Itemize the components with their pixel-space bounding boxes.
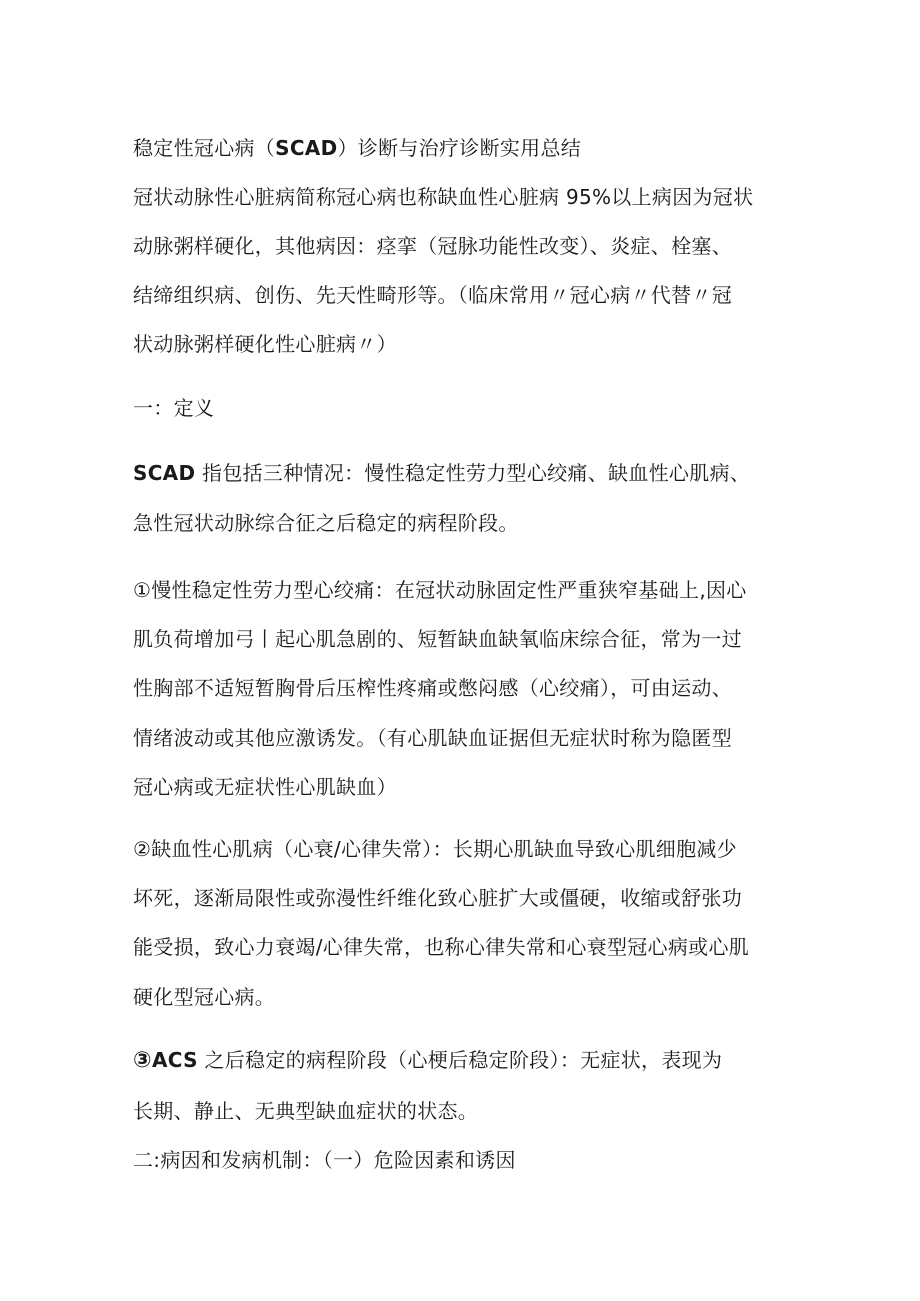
document-title (133, 134, 581, 162)
item1-line: 情绪波动或其他应激诱发。（有心肌缺血证据但无症状时称为隐匿型 (133, 726, 732, 750)
item1-line (133, 576, 747, 604)
title-prefix: 稳定性冠心病（ (133, 136, 276, 160)
item1-line: 性胸部不适短暂胸骨后压榨性疼痛或憋闷感（心绞痛），可由运动、 (133, 676, 732, 700)
item2-text: 缺血性心肌病（心衰/心律失常）：长期心肌缺血导致心肌细胞减少 (151, 837, 737, 861)
section-heading-etiology: 二:病因和发病机制：（一）危险因素和诱因 (133, 1148, 516, 1172)
item3-text: 之后稳定的病程阶段（心梗后稳定阶段）：无症状，表现为 (197, 1048, 723, 1072)
item3-line (133, 1046, 722, 1075)
item3-marker: ③ (133, 1048, 152, 1073)
intro-line: 状动脉粥样硬化性心脏病〃） (133, 332, 397, 356)
item2-line (133, 835, 737, 863)
item1-line: 冠心病或无症状性心肌缺血） (133, 775, 397, 799)
item2-line: 能受损，致心力衰竭/心律失常，也称心律失常和心衰型冠心病或心肌 (133, 935, 750, 959)
definition-abbr: SCAD (133, 461, 196, 485)
item3-line: 长期、静止、无典型缺血症状的状态。 (133, 1099, 479, 1123)
intro-line: 结缔组织病、创伤、先天性畸形等。（临床常用〃冠心病〃代替〃冠 (133, 283, 732, 307)
definition-text: 指包括三种情况：慢性稳定性劳力型心绞痛、缺血性心肌病、 (195, 461, 751, 485)
item2-line: 硬化型冠心病。 (133, 985, 276, 1009)
item2-marker: ② (133, 837, 152, 861)
intro-line: 动脉粥样硬化，其他病因：痉挛（冠脉功能性改变）、炎症、栓塞、 (133, 234, 732, 258)
title-suffix: ）诊断与治疗诊断实用总结 (337, 136, 582, 160)
item1-text: 慢性稳定性劳力型心绞痛：在冠状动脉固定性严重狭窄基础上,因心 (151, 578, 747, 602)
item2-line: 坏死，逐渐局限性或弥漫性纤维化致心脏扩大或僵硬，收缩或舒张功 (133, 886, 742, 910)
title-abbr: SCAD (275, 136, 338, 160)
item3-abbr: ACS (151, 1048, 198, 1072)
definition-line: 急性冠状动脉综合征之后稳定的病程阶段。 (133, 511, 519, 535)
item1-line: 肌负荷增加弓丨起心肌急剧的、短暂缺血缺氧临床综合征，常为一过 (133, 627, 742, 651)
item1-marker: ① (133, 578, 152, 602)
intro-line: 冠状动脉性心脏病简称冠心病也称缺血性心脏病 95%以上病因为冠状 (133, 185, 754, 209)
definition-line (133, 459, 750, 487)
section-heading-definition: 一：定义 (133, 396, 215, 420)
